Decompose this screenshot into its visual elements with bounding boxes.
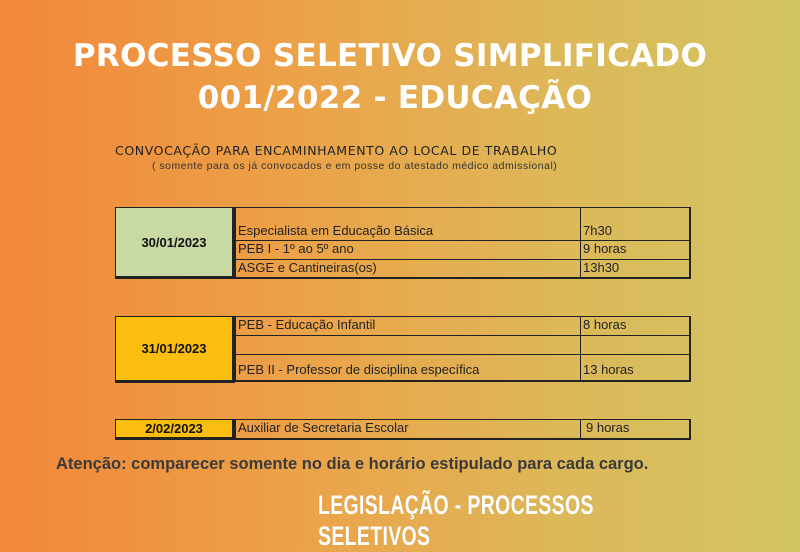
- date-box-3: [115, 419, 235, 440]
- warning-text: Atenção: comparecer somente no dia e horário estipulado para cada cargo.: [56, 455, 649, 473]
- date-box-1: [115, 207, 235, 279]
- role-cell-empty: [235, 335, 581, 355]
- title-line-2: 001/2022 - EDUCAÇÃO: [197, 80, 593, 116]
- date-label: 30/01/2023: [141, 234, 207, 250]
- role-cell: PEB II - Professor de disciplina específica: [235, 354, 581, 382]
- date-label: 2/02/2023: [145, 421, 203, 436]
- date-label: 31/01/2023: [141, 341, 207, 356]
- title-line-1: PROCESSO SELETIVO SIMPLIFICADO: [72, 38, 708, 74]
- footer-banner: LEGISLAÇÃO - PROCESSOS SELETIVOS: [318, 490, 594, 551]
- role-cell: Especialista em Educação Básica: [235, 207, 581, 241]
- role-cell: PEB - Educação Infantil: [235, 316, 581, 336]
- time-cell-empty: [580, 335, 691, 355]
- role-cell: Auxiliar de Secretaria Escolar: [235, 419, 581, 440]
- date-box-2: [115, 316, 235, 383]
- role-cell: PEB I - 1º ao 5º ano: [235, 240, 581, 260]
- time-cell: 9 horas: [580, 240, 691, 260]
- role-cell: ASGE e Cantineiras(os): [235, 259, 581, 279]
- time-cell: 9 horas: [580, 419, 691, 440]
- time-cell: 8 horas: [580, 316, 691, 336]
- time-cell: 13h30: [580, 259, 691, 279]
- subheading: CONVOCAÇÃO PARA ENCAMINHAMENTO AO LOCAL DE TRABALHO: [115, 143, 558, 158]
- time-cell: 7h30: [580, 207, 691, 241]
- time-cell: 13 horas: [580, 354, 691, 382]
- note: ( somente para os já convocados e em posse do atestado médico admissional): [152, 160, 558, 172]
